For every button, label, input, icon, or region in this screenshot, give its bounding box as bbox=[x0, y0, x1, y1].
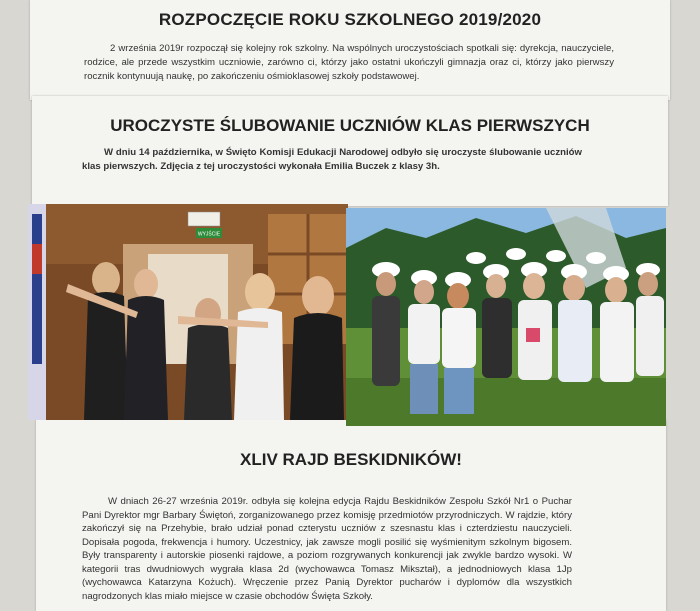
article-title-oath: UROCZYSTE ŚLUBOWANIE UCZNIÓW KLAS PIERWSZYCH bbox=[110, 116, 590, 135]
oath-ceremony-photo bbox=[28, 204, 348, 420]
exit-sign-text: WYJŚCIE bbox=[197, 231, 221, 238]
article-body-rally: W dniach 26-27 września 2019r. odbyła się kolejna edycja Rajdu Beskidników Zespołu Szkół Nr1 o Puchar Pani Dyrektor mgr Barbary Świętoń, zorganizowanego przez komisję przedmiotów przyrodniczych. W rajdzie, który zakończył się na Przehybie, brało udział ponad czterystu uczniów z szesnastu klas i czterdziestu nauczycieli. Dopisała pogoda, frekwencja i humory. Uczestnicy, jak zawsze mogli posilić się wyśmienitym szkolnym bigosem. Były transparenty i autorskie piosenki rajdowe, a poziom rozgrywanych konkurencji jak zwykle bardzo wysoki. W kategorii tras dwudniowych wygrała klasa 2d (wychowawca Tomasz Mikształ), a jednodniowych klasa 1Jp (wychowawca Katarzyna Kożuch). Wręczenie przez Panią Dyrektor pucharów i dyplomów dla wszystkich nagrodzonych klas miało miejsce w czasie obchodów Święta Szkoły. bbox=[82, 496, 572, 602]
article-body-school-year: 2 września 2019r rozpoczął się kolejny rok szkolny. Na wspólnych uroczystościach spotkali się: dyrekcja, nauczyciele, rodzice, ale przede wszystkim uczniowie, zarówno ci, którzy jako ostatni ukończyli gimnazja oraz ci, którzy jako pierwszy rocznik kontynuują naukę, po zakończeniu ośmioklasowej szkoły podstawowej. bbox=[84, 43, 614, 82]
article-body-oath: W dniu 14 października, w Święto Komisji Edukacji Narodowej odbyło się uroczyste ślubowanie uczniów klas pierwszych. Zdjęcia z tej uroczystości wykonała Emilia Buczek z klasy 3h. bbox=[82, 147, 582, 172]
article-title-rally: XLIV RAJD BESKIDNIKÓW! bbox=[240, 450, 462, 469]
hiking-rally-photo bbox=[346, 208, 666, 426]
article-title-school-year: ROZPOCZĘCIE ROKU SZKOLNEGO 2019/2020 bbox=[158, 10, 542, 29]
